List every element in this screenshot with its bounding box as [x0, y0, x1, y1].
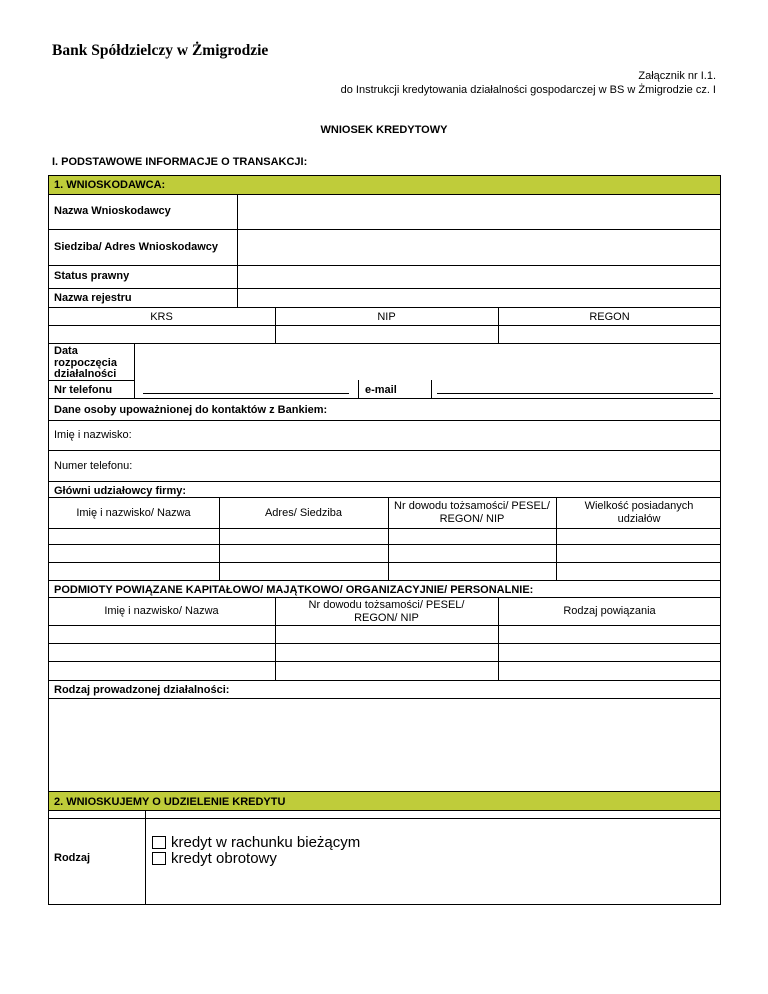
applicant-address-label: Siedziba/ Adres Wnioskodawcy: [54, 241, 219, 253]
activity-type-field[interactable]: [49, 699, 720, 791]
loan-type-label: Rodzaj: [54, 852, 91, 864]
nip-field[interactable]: [276, 326, 498, 343]
applicant-name-label: Nazwa Wnioskodawcy: [54, 205, 171, 217]
overdraft-checkbox[interactable]: [152, 836, 166, 849]
applicant-header: 1. WNIOSKODAWCA:: [54, 179, 166, 191]
document-title: WNIOSEK KREDYTOWY: [320, 124, 448, 136]
contact-header: Dane osoby upoważnionej do kontaktów z Bankiem:: [54, 404, 328, 416]
registry-name-field[interactable]: [238, 289, 720, 307]
related-header: PODMIOTY POWIĄZANE KAPITAŁOWO/ MAJĄTKOWO/ ORGANIZACYJNIE/ PERSONALNIE:: [54, 584, 534, 596]
applicant-address-field[interactable]: [238, 230, 720, 265]
legal-status-field[interactable]: [238, 266, 720, 288]
email-label: e-mail: [365, 384, 397, 396]
email-field[interactable]: [437, 393, 713, 394]
shareholders-col-id: Nr dowodu tożsamości/ PESEL/ REGON/ NIP: [394, 500, 550, 525]
related-col-relation: Rodzaj powiązania: [563, 605, 656, 617]
krs-label: KRS: [150, 311, 173, 323]
loan-type-box: [48, 810, 721, 905]
shareholders-header: Główni udziałowcy firmy:: [54, 485, 187, 497]
working-capital-option-label: kredyt obrotowy: [171, 850, 277, 867]
registry-name-label: Nazwa rejestru: [54, 292, 132, 304]
attachment-note: [341, 69, 716, 97]
nip-label: NIP: [377, 311, 396, 323]
working-capital-checkbox[interactable]: [152, 852, 166, 865]
section-1-title: I. PODSTAWOWE INFORMACJE O TRANSAKCJI:: [52, 156, 308, 168]
attachment-line-2: do Instrukcji kredytowania działalności gospodarczej w BS w Żmigrodzie cz. I: [340, 84, 716, 96]
contact-phone-label: Numer telefonu:: [54, 460, 133, 472]
related-col-name: Imię i nazwisko/ Nazwa: [104, 605, 219, 617]
start-date-label: Data rozpoczęcia działalności: [54, 345, 117, 380]
regon-label: REGON: [589, 311, 630, 323]
shareholders-col-name: Imię i nazwisko/ Nazwa: [76, 507, 191, 519]
activity-type-label: Rodzaj prowadzonej działalności:: [54, 684, 230, 696]
regon-field[interactable]: [499, 326, 720, 343]
applicant-name-field[interactable]: [238, 195, 720, 229]
loan-request-header: 2. WNIOSKUJEMY O UDZIELENIE KREDYTU: [54, 796, 286, 808]
legal-status-label: Status prawny: [54, 270, 130, 282]
related-col-id: Nr dowodu tożsamości/ PESEL/ REGON/ NIP: [308, 599, 465, 624]
bank-name: Bank Spółdzielczy w Żmigrodzie: [52, 42, 269, 59]
overdraft-option-label: kredyt w rachunku bieżącym: [171, 834, 361, 851]
phone-field[interactable]: [143, 393, 349, 394]
krs-field[interactable]: [49, 326, 275, 343]
contact-name-label: Imię i nazwisko:: [54, 429, 132, 441]
phone-label: Nr telefonu: [54, 384, 113, 396]
start-date-field[interactable]: [135, 344, 720, 380]
attachment-line-1: Załącznik nr I.1.: [638, 70, 716, 82]
shareholders-col-address: Adres/ Siedziba: [264, 507, 343, 519]
shareholders-col-shares: Wielkość posiadanych udziałów: [584, 500, 694, 525]
